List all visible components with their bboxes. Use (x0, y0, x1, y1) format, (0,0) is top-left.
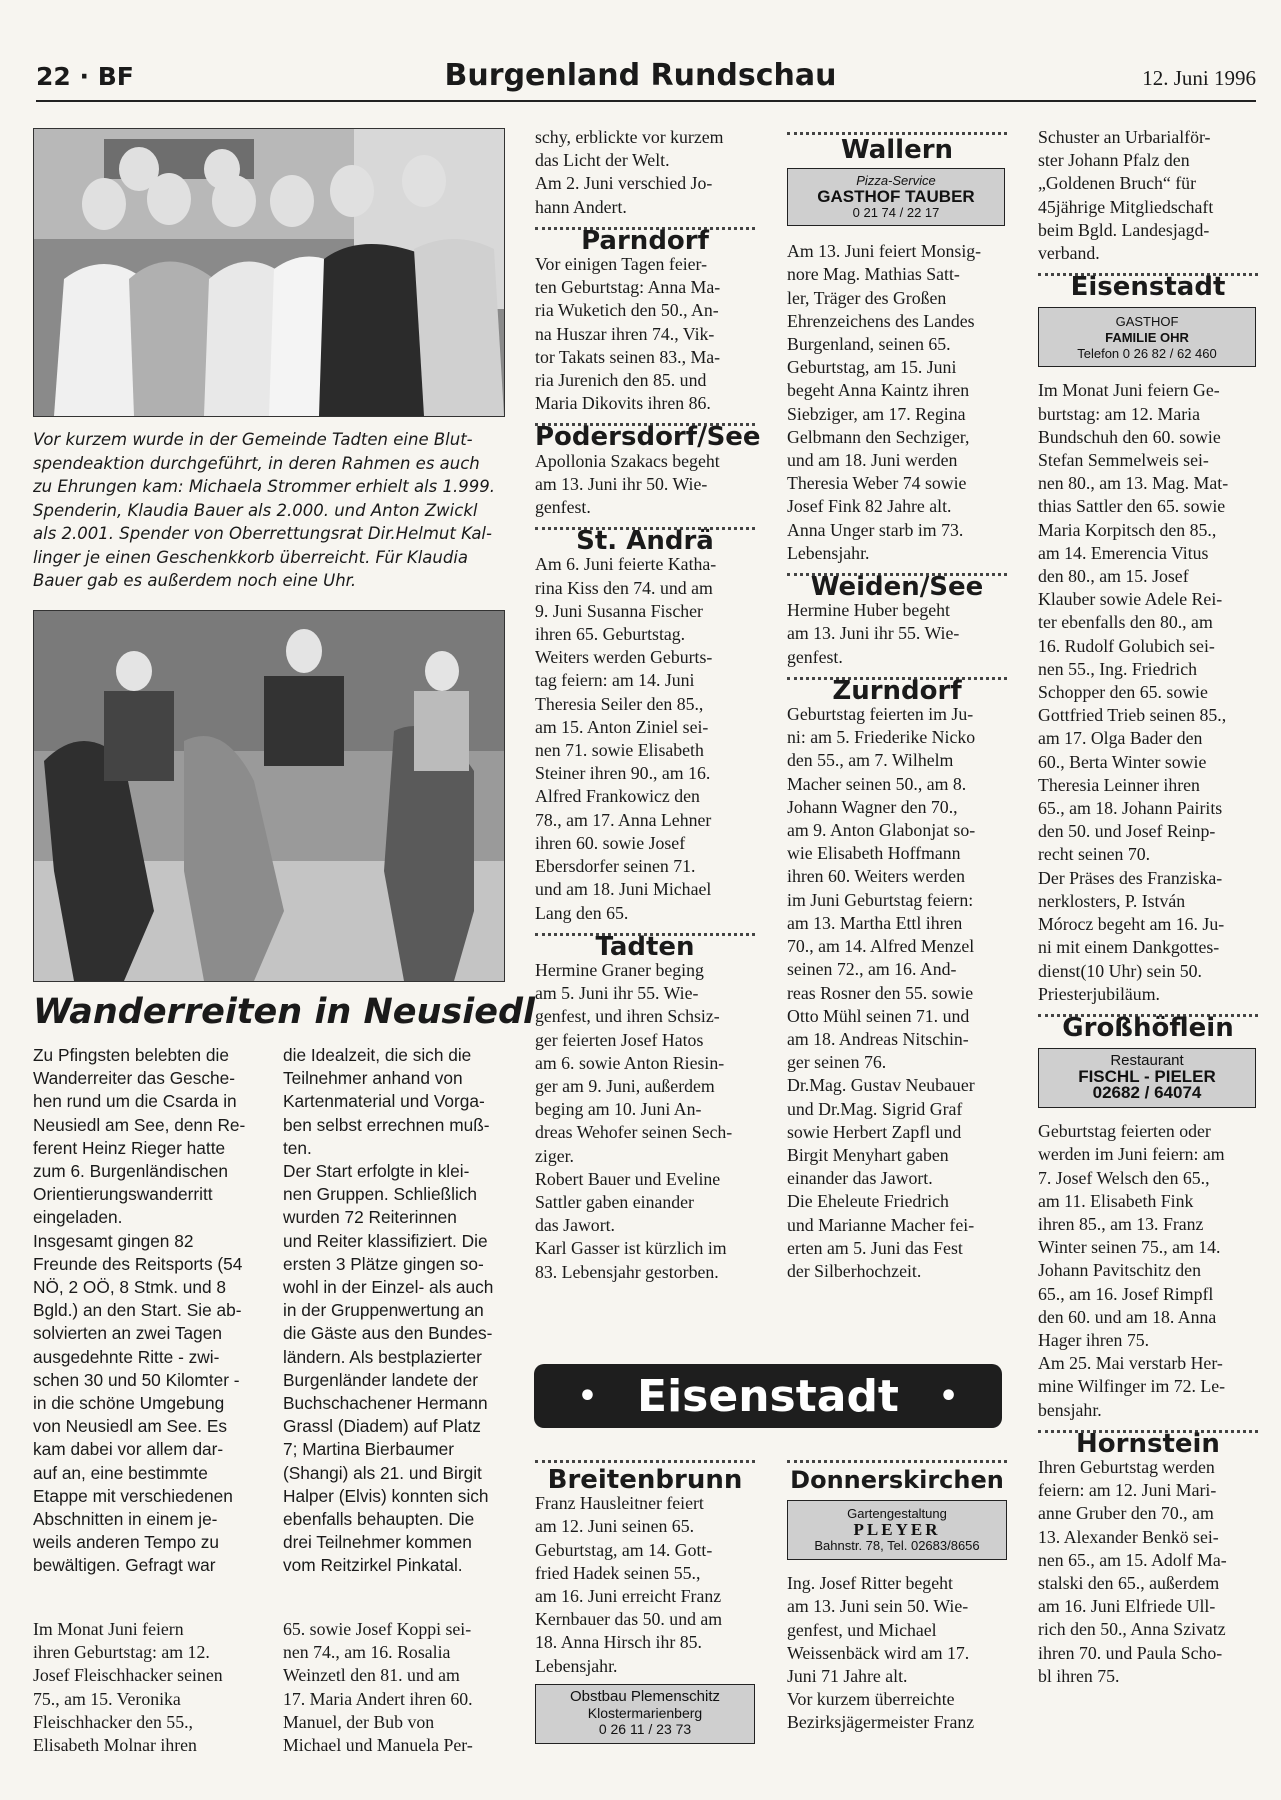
blood-donation-photo (33, 128, 505, 417)
issue-date: 12. Juni 1996 (1142, 66, 1256, 90)
masthead: Burgenland Rundschau (444, 58, 837, 93)
advertisement-gasthof-ohr: GASTHOF FAMILIE OHR Telefon 0 26 82 / 62 460 (1038, 307, 1256, 367)
section-title-parndorf: Parndorf (581, 225, 709, 256)
article-col-2: die Idealzeit, die sich die Teilnehmer anhand von Kartenmaterial und Vorga- ben selbst errechnen muß- ten. Der Start erfolgte in klei- nen Gruppen. Schließlich wurden 72 Reiterinnen und Reiter klassifiziert. Die ersten 3 Plätze gingen so- wohl in der Einzel- als auch in der Gruppenwertung an die Gäste aus den Bundes- ländern. Als bestplazierter Burgenländer landete der Buchschachener Hermann Grassl (Diadem) auf Platz 7; Martina Bierbaumer (Shangi) als 21. und Birgit Halper (Elvis) konnten sich ebenfalls behaupten. Die drei Teilnehmer kommen vom Reitzirkel Pinkatal. (283, 1045, 494, 1576)
section-title-hornstein: Hornstein (1076, 1428, 1220, 1459)
section-title-wallern: Wallern (840, 135, 954, 165)
section-divider (787, 1460, 1007, 1463)
district-banner (534, 1364, 1002, 1428)
section-breitenbrunn: Breitenbrunn Franz Hausleitner feiert am 12. Juni seinen 65. Geburtstag, am 14. Gott- fried Hadek seinen 55., am 16. Juni erreicht Franz Kernbauer das 50. und am 18. Anna Hirsch ihr 85. Lebensjahr. Obstbau Plemenschitz Klostermarienberg 0 26 11 / 23 73 (535, 1460, 755, 1744)
banner-title: Eisenstadt (637, 1370, 899, 1422)
section-title-donnerskirchen: Donnerskirchen (790, 1466, 1004, 1494)
banner-bullet-left: • (577, 1378, 598, 1414)
banner-bullet-right: • (938, 1378, 959, 1414)
advertisement-obstbau-plemenschitz: Obstbau Plemenschitz Klostermarienberg 0 26 11 / 23 73 (535, 1684, 755, 1744)
article-headline: Wanderreiten in Neusiedl (33, 992, 536, 1032)
section-divider (535, 1460, 755, 1463)
column-3: schy, erblickte vor kurzem das Licht der Welt. Am 2. Juni verschied Jo- hann Andert. Parndorf Vor einigen Tagen feier- ten Geburtstag: Anna Ma- ria Wuketich den 50., An- na Huszar ihren 74., Vik- tor Takats seinen 83., Ma- ria Jurenich den 85. und Maria Dikovits ihren 86. Podersdorf/See Apollonia Szakacs begeht am 13. Juni ihr 50. Wie- genfest. St. Andrä Am 6. Juni feierte Katha- rina Kiss den 74. und am 9. Juni Susanna Fischer ihren 65. Geburtstag. Weiters werden Geburts- tag feiern: am 14. Juni Theresia Seiler den 85., am 15. Anton Ziniel sei- nen 71. sowie Elisabeth Steiner ihren 90., am 16. Alfred Frankowicz den 78., am 17. Anna Lehner ihren 60. sowie Josef Ebersdorfer seinen 71. und am 18. Juni Michael Lang den 65. Tadten Hermine Graner beging am 5. Juni ihr 55. Wie- genfest, und ihren Schsiz- ger feierten Josef Hatos am 6. sowie Anton Riesin- ger am 9. Juni, außerdem beging am 10. Juni An- dreas Wehofer seinen Sech- ziger. Robert Bauer und Eveline Sattler gaben einander das Jawort. Karl Gasser ist kürzlich im 83. Lebensjahr gestorben. (535, 127, 761, 1282)
section-title-eisenstadt: Eisenstadt (1070, 272, 1226, 303)
advertisement-pleyer: Gartengestaltung PLEYER Bahnstr. 78, Tel. 02683/8656 (787, 1500, 1007, 1560)
section-title-zurndorf: Zurndorf (832, 675, 962, 706)
page-number: 22 · BF (36, 62, 134, 91)
article-col-1: Zu Pfingsten belebten die Wanderreiter das Gesche- hen rund um die Csarda in Neusiedl am See, denn Re- ferent Heinz Rieger hatte zum 6. Burgenländischen Orientierungswanderritt eingeladen. Insgesamt gingen 82 Freunde des Reitsports (54 NÖ, 2 OÖ, 8 Stmk. und 8 Bgld.) an den Start. Sie ab- solvierten an zwei Tagen ausgedehnte Ritte - zwi- schen 30 und 50 Kilomter - in die schöne Umgebung von Neusiedl am See. Es kam dabei vor allem dar- auf an, eine bestimmte Etappe mit verschiedenen Abschnitten in einem je- weils anderen Tempo zu bewältigen. Gefragt war (33, 1045, 246, 1576)
section-title-grosshoeflein: Großhöflein (1062, 1012, 1234, 1043)
section-title-st-andrae: St. Andrä (576, 526, 714, 557)
horse-riders-photo (33, 610, 505, 982)
column-4: Wallern Pizza-Service GASTHOF TAUBER 0 21 74 / 22 17 Am 13. Juni feiert Monsig- nore Mag. Mathias Satt- ler, Träger des Großen Ehrenzeichens des Landes Burgenland, seinen 65. Geburtstag, am 15. Juni begeht Anna Kaintz ihren Siebziger, am 17. Regina Gelbmann den Sechziger, und am 18. Juni werden Theresia Weber 74 sowie Josef Fink 82 Jahre alt. Anna Unger starb im 73. Lebensjahr. Weiden/See Hermine Huber begeht am 13. Juni ihr 55. Wie- genfest. Zurndorf Geburtstag feierten im Ju- ni: am 5. Friederike Nicko den 55., am 7. Wilhelm Macher seinen 50., am 8. Johann Wagner den 70., am 9. Anton Glabonjat so- wie Elisabeth Hoffmann ihren 60. Weiters werden im Juni Geburtstag feiern: am 13. Martha Ettl ihren 70., am 14. Alfred Menzel seinen 72., am 16. And- reas Rosner den 55. sowie Otto Mühl seinen 71. und am 18. Andreas Nitschin- ger seinen 76. Dr.Mag. Gustav Neubauer und Dr.Mag. Sigrid Graf sowie Herbert Zapfl und Birgit Menyhart gaben einander das Jawort. Die Eheleute Friedrich und Marianne Macher fei- erten am 5. Juni das Fest der Silberhochzeit. (787, 132, 1007, 1283)
birthday-col-2: 65. sowie Josef Koppi sei- nen 74., am 16. Rosalia Weinzetl den 81. und am 17. Maria Andert ihren 60. Manuel, der Bub von Michael und Manuela Per- (283, 1619, 473, 1756)
section-donnerskirchen: Donnerskirchen Gartengestaltung PLEYER Bahnstr. 78, Tel. 02683/8656 Ing. Josef Ritter begeht am 13. Juni sein 50. Wie- genfest, und Michael Weissenbäck wird am 17. Juni 71 Jahre alt. Vor kurzem überreichte Bezirksjägermeister Franz (787, 1460, 1007, 1735)
section-title-podersdorf: Podersdorf/See (535, 422, 761, 453)
birthday-col-1: Im Monat Juni feiern ihren Geburtstag: am 12. Josef Fleischhacker seinen 75., am 15. Veronika Fleischhacker den 55., Elisabeth Molnar ihren (33, 1619, 223, 1756)
column-5: Schuster an Urbarialför- ster Johann Pfalz den „Goldenen Bruch“ für 45jährige Mitgliedschaft beim Bgld. Landesjagd- verband. Eisenstadt GASTHOF FAMILIE OHR Telefon 0 26 82 / 62 460 Im Monat Juni feiern Ge- burtstag: am 12. Maria Bundschuh den 60. sowie Stefan Semmelweis sei- nen 80., am 13. Mag. Mat- thias Sattler den 65. sowie Maria Korpitsch den 85., am 14. Emerencia Vitus den 80., am 15. Josef Klauber sowie Adele Rei- ter ebenfalls den 80., am 16. Rudolf Golubich sei- nen 55., Ing. Friedrich Schopper den 65. sowie Gottfried Trieb seinen 85., am 17. Olga Bader den 60., Berta Winter sowie Theresia Leinner ihren 65., am 18. Johann Pairits den 50. und Josef Reinp- recht seinen 70. Der Präses des Franziska- nerklosters, P. István Mórocz begeht am 16. Ju- ni mit einem Dankgottes- dienst(10 Uhr) sein 50. Priesterjubiläum. Großhöflein Restaurant FISCHL - PIELER 02682 / 64074 Geburtstag feierten oder werden im Juni feiern: am 7. Josef Welsch den 65., am 11. Elisabeth Fink ihren 85., am 13. Franz Winter seinen 75., am 14. Johann Pavitschitz den 65., am 16. Josef Rimpfl den 60. und am 18. Anna Hager ihren 75. Am 25. Mai verstarb Her- mine Wilfinger im 72. Le- bensjahr. Hornstein Ihren Geburtstag werden feiern: am 12. Juni Mari- anne Gruber den 70., am 13. Alexander Benkö sei- nen 65., am 15. Adolf Ma- stalski den 65., außerdem am 16. Juni Elfriede Ull- rich den 50., Anna Szivatz ihren 70. und Paula Scho- bl ihren 75. (1038, 126, 1258, 1688)
advertisement-gasthof-tauber: Pizza-Service GASTHOF TAUBER 0 21 74 / 22 17 (787, 168, 1005, 226)
section-title-tadten: Tadten (595, 931, 695, 962)
header-rule (36, 100, 1256, 102)
photo-caption: Vor kurzem wurde in der Gemeinde Tadten eine Blut- spendeaktion durchgeführt, in deren Rahmen es auch zu Ehrungen kam: Michaela Strommer erhielt als 1.999. Spenderin, Klaudia Bauer als 2.000. und Anton Zwickl als 2.001. Spender von Oberrettungsrat Dir.Helmut Kal- linger je einen Geschenkkorb überreicht. Für Klaudia Bauer gab es außerdem noch eine Uhr. (33, 430, 495, 590)
advertisement-fischl-pieler: Restaurant FISCHL - PIELER 02682 / 64074 (1038, 1048, 1256, 1108)
section-title-breitenbrunn: Breitenbrunn (547, 1465, 743, 1495)
section-title-weiden: Weiden/See (810, 572, 984, 603)
